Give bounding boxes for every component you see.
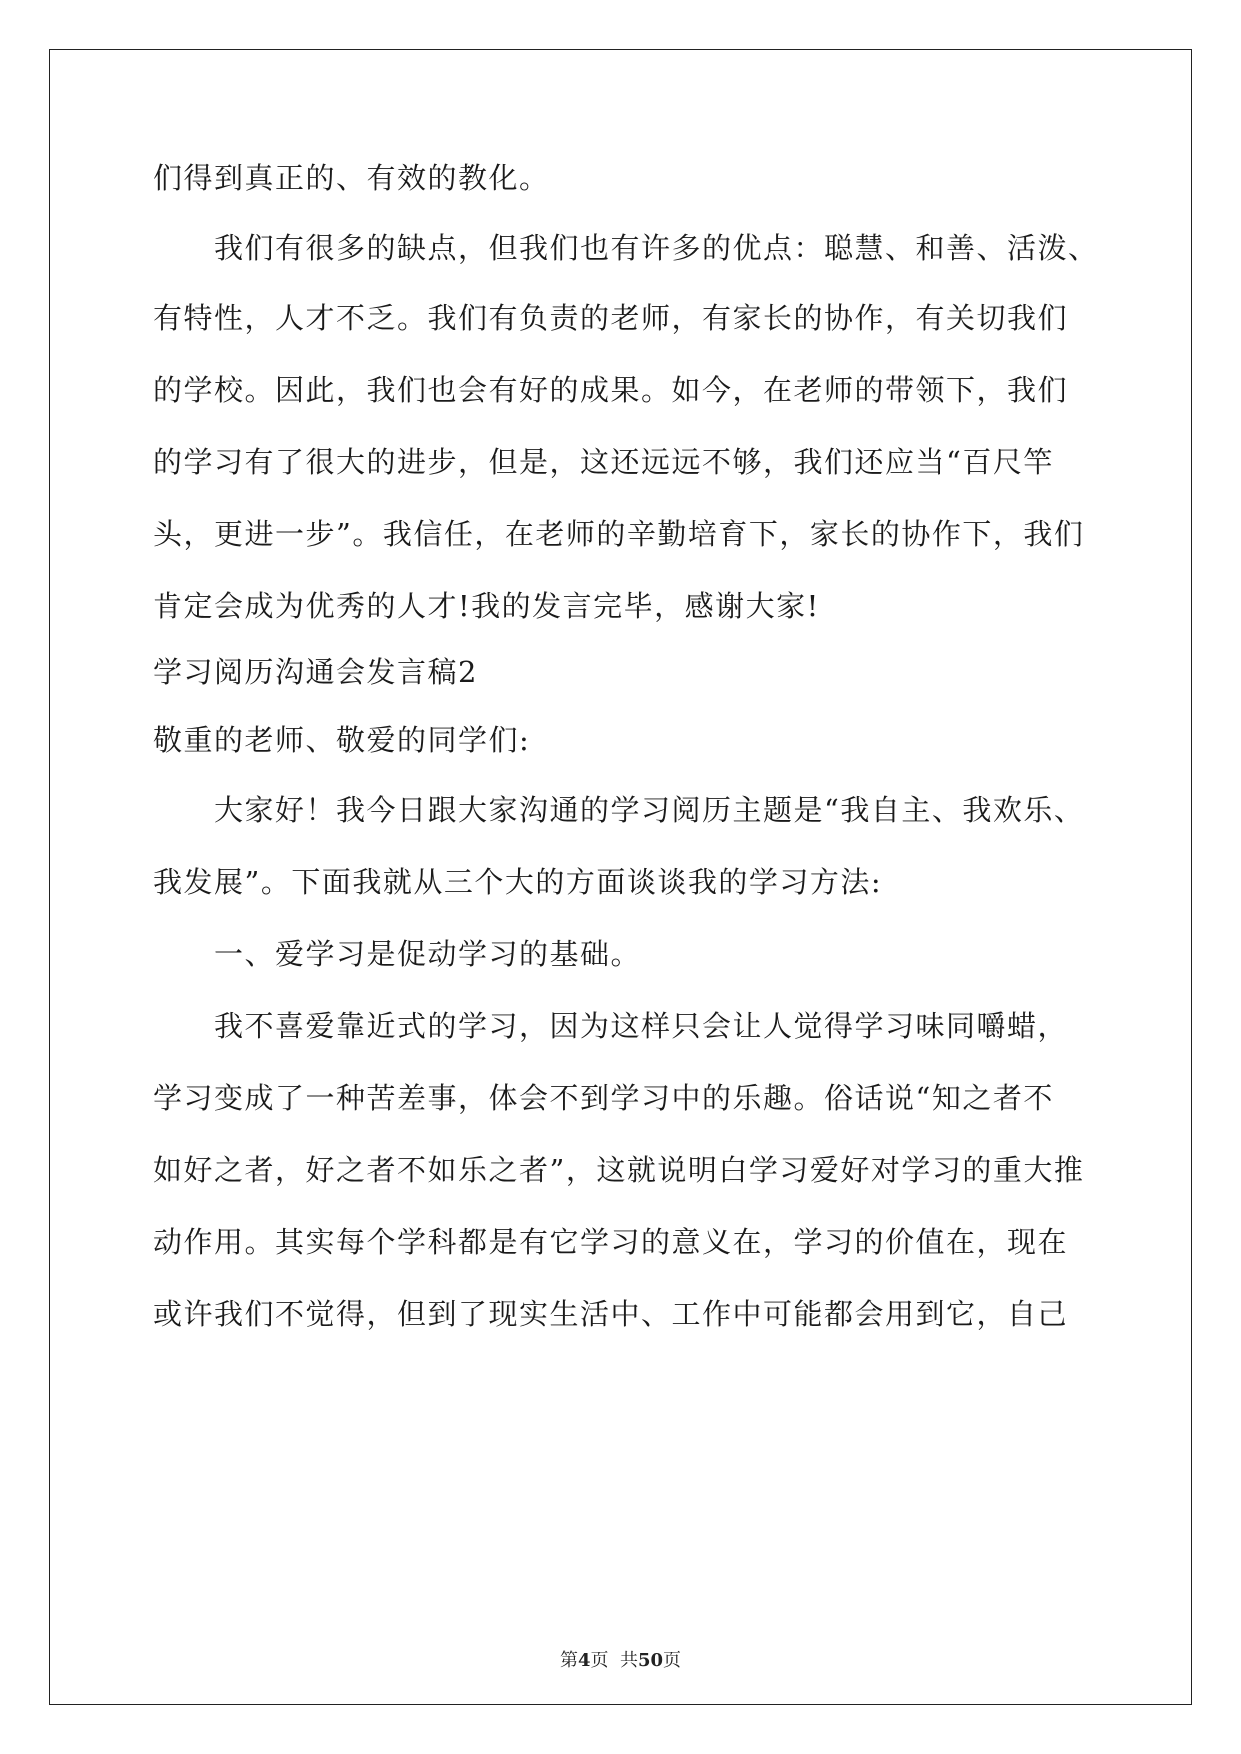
- current-page-number: 4: [577, 1650, 591, 1671]
- text-line: 的学校。因此，我们也会有好的成果。如今，在老师的带领下，我们: [153, 373, 1069, 407]
- text-line: 一、爱学习是促动学习的基础。: [214, 937, 642, 971]
- footer-middle: 页 共: [590, 1650, 638, 1671]
- text-line: 的学习有了很大的进步，但是，这还远远不够，我们还应当“百尺竿: [153, 445, 1054, 479]
- page-number-footer: [0, 1650, 1241, 1672]
- salutation: 敬重的老师、敬爱的同学们:: [153, 723, 531, 757]
- text-line: 如好之者，好之者不如乐之者”，这就说明白学习爱好对学习的重大推: [153, 1153, 1085, 1187]
- text-line: 学习变成了一种苦差事，体会不到学习中的乐趣。俗话说“知之者不: [153, 1081, 1054, 1115]
- text-line: 我发展”。下面我就从三个大的方面谈谈我的学习方法:: [153, 865, 883, 899]
- text-line: 或许我们不觉得，但到了现实生活中、工作中可能都会用到它，自己: [153, 1297, 1069, 1331]
- text-line: 我不喜爱靠近式的学习，因为这样只会让人觉得学习味同嚼蜡，: [214, 1009, 1069, 1043]
- total-pages-number: 50: [637, 1650, 664, 1671]
- footer-prefix: 第: [559, 1650, 578, 1671]
- section-heading: 学习阅历沟通会发言稿2: [153, 655, 478, 689]
- text-line: 有特性，人才不乏。我们有负责的老师，有家长的协作，有关切我们: [153, 301, 1069, 335]
- text-line: 们得到真正的、有效的教化。: [153, 161, 550, 195]
- text-line: 大家好！我今日跟大家沟通的学习阅历主题是“我自主、我欢乐、: [214, 793, 1085, 827]
- text-line: 肯定会成为优秀的人才!我的发言完毕，感谢大家!: [153, 589, 820, 623]
- text-line: 动作用。其实每个学科都是有它学习的意义在，学习的价值在，现在: [153, 1225, 1069, 1259]
- text-line: 我们有很多的缺点，但我们也有许多的优点：聪慧、和善、活泼、: [214, 231, 1099, 265]
- text-line: 头，更进一步”。我信任，在老师的辛勤培育下，家长的协作下，我们: [153, 517, 1085, 551]
- footer-suffix: 页: [663, 1650, 682, 1671]
